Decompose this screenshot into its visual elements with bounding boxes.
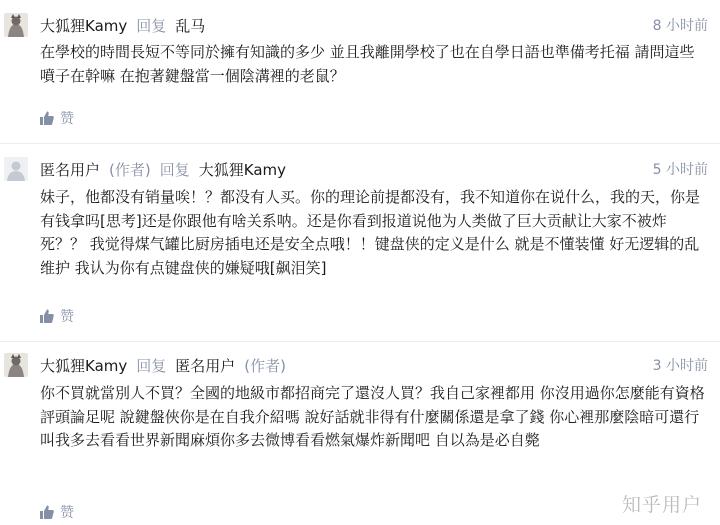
avatar[interactable] [4,353,28,377]
reply-to-name[interactable]: 匿名用户 [175,356,236,375]
comment-header [40,13,708,37]
comment-content: 在學校的時間長短不等同於擁有知識的多少 並且我離開學校了也在自學日語也準備考托福 請問這些噴子在幹嘛 在抱著鍵盤當一個陰溝裡的老鼠？ [40,43,695,85]
reply-label: 回复 [136,16,167,35]
reply-label: 回复 [136,356,167,375]
reply-to-name[interactable]: 乱马 [175,16,206,35]
author-name[interactable]: 匿名用户 [40,160,101,179]
avatar[interactable] [4,157,28,181]
divider [0,143,720,144]
timestamp: 5 小时前 [652,162,708,178]
author-name[interactable]: 大狐狸Kamy [40,356,128,375]
thumbs-up-icon [40,309,54,323]
like-button[interactable] [40,108,74,128]
divider [0,341,720,342]
reply-label: 回复 [159,160,190,179]
like-label: 赞 [60,309,74,325]
thumbs-up-icon [40,111,54,125]
like-label: 赞 [60,111,74,127]
comment-header [40,157,708,181]
like-label: 赞 [60,505,74,521]
like-button[interactable] [40,306,74,326]
watermark: 知乎用户 [621,494,702,516]
comment-content: 你不買就當別人不買？全國的地級市都招商完了還沒人買？我自己家裡都用 你沒用過你怎麼能有資格評頭論足呢 說鍵盤俠你是在自我介紹嗎 說好話就非得有什麼關係還是拿了錢 你心裡那麼陰暗可還行 叫我多去看看世界新聞麻煩你多去微博看看燃氣爆炸新聞吧 自以為是必自斃 [40,384,705,449]
author-tag: (作者) [109,160,151,179]
comment-content: 妹子，他都没有销量唉！？都没有人买。你的理论前提都没有，我不知道你在说什么，我的天，你是有钱拿吗[思考]还是你跟他有啥关系呐。还是你看到报道说他为人类做了巨大贡献让大家不被炸死？？ 我觉得煤气罐比厨房插电还是安全点哦！！键盘侠的定义是什么 就是不懂装懂 好无逻辑的乱维护 我认为你有点键盘侠的嫌疑哦[飙泪笑] [40,188,701,277]
timestamp: 3 小时前 [652,358,708,374]
timestamp: 8 小时前 [652,18,708,34]
comment-header [40,353,708,377]
thumbs-up-icon [40,505,54,519]
reply-to-name[interactable]: 大狐狸Kamy [198,160,287,179]
like-button[interactable] [40,502,74,522]
avatar[interactable] [4,13,28,37]
author-name[interactable]: 大狐狸Kamy [40,16,128,35]
reply-to-tag: (作者) [244,356,287,375]
